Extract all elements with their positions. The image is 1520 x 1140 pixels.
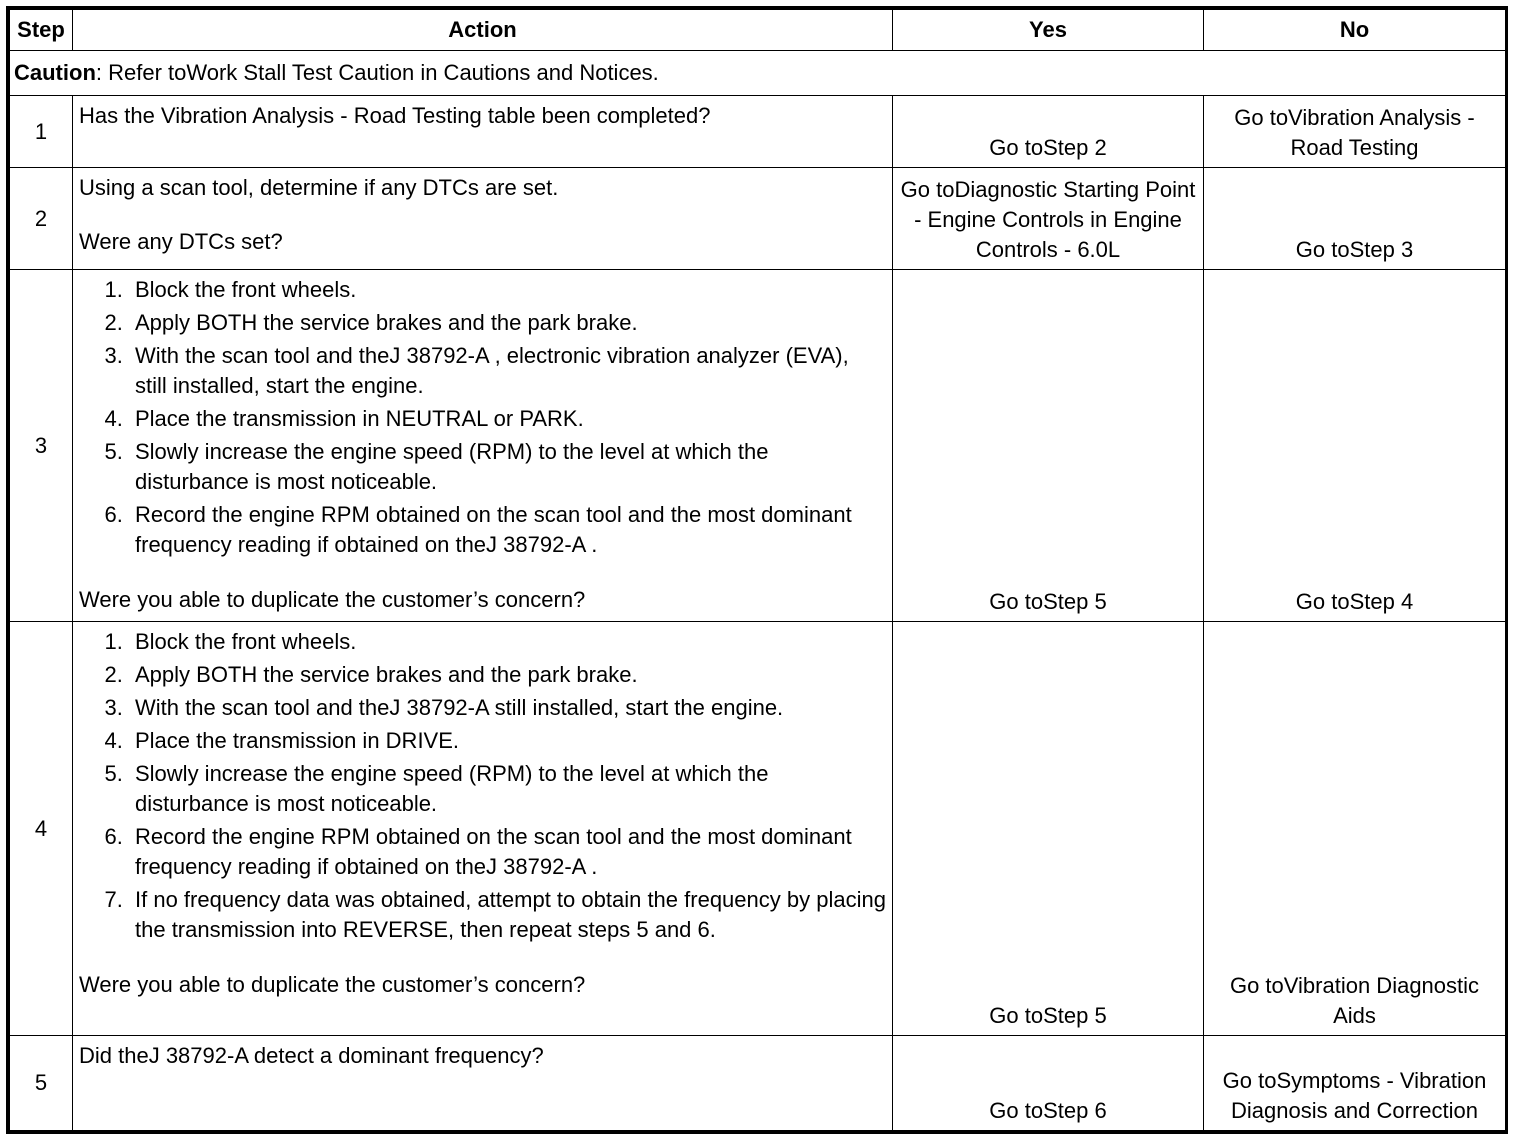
action-question: Has the Vibration Analysis - Road Testing table been completed?	[79, 103, 711, 128]
diagnostic-table	[9, 9, 1506, 1131]
table-row	[10, 1036, 1506, 1131]
no-link[interactable]: Go toVibration Analysis - Road Testing	[1204, 96, 1506, 168]
list-item: 3. With the scan tool and theJ 38792-A still installed, start the engine.	[129, 693, 886, 723]
list-item: 6. Record the engine RPM obtained on the scan tool and the most dominant frequency reading if obtained on theJ 38792-A .	[129, 822, 886, 882]
table-row	[10, 168, 1506, 270]
yes-link[interactable]: Go toStep 6	[893, 1036, 1204, 1131]
step-number: 4	[10, 622, 73, 1036]
action-question: Were you able to duplicate the customer’s concern?	[79, 587, 586, 612]
no-link[interactable]: Go toStep 4	[1204, 270, 1506, 622]
step-number: 2	[10, 168, 73, 270]
list-item: 4. Place the transmission in DRIVE.	[129, 726, 886, 756]
caution-row	[10, 51, 1506, 96]
action-question: Were any DTCs set?	[79, 229, 283, 254]
list-item: 2. Apply BOTH the service brakes and the park brake.	[129, 308, 886, 338]
header-action: Action	[73, 10, 893, 51]
header-no: No	[1204, 10, 1506, 51]
list-item: 4. Place the transmission in NEUTRAL or PARK.	[129, 404, 886, 434]
header-yes: Yes	[893, 10, 1204, 51]
step-4-instructions	[79, 627, 886, 945]
step-number: 1	[10, 96, 73, 168]
list-item: 3. With the scan tool and theJ 38792-A , electronic vibration analyzer (EVA), still installed, start the engine.	[129, 341, 886, 401]
list-item: 5. Slowly increase the engine speed (RPM) to the level at which the disturbance is most noticeable.	[129, 437, 886, 497]
list-item: 7. If no frequency data was obtained, attempt to obtain the frequency by placing the transmission into REVERSE, then repeat steps 5 and 6.	[129, 885, 886, 945]
action-cell	[73, 168, 893, 270]
action-cell	[73, 1036, 893, 1131]
list-item: 1. Block the front wheels.	[129, 275, 886, 305]
action-cell	[73, 270, 893, 622]
caution-cell	[10, 51, 1506, 96]
list-item: 6. Record the engine RPM obtained on the scan tool and the most dominant frequency reading if obtained on theJ 38792-A .	[129, 500, 886, 560]
table-row	[10, 96, 1506, 168]
header-step: Step	[10, 10, 73, 51]
header-row	[10, 10, 1506, 51]
no-link[interactable]: Go toSymptoms - Vibration Diagnosis and Correction	[1204, 1036, 1506, 1131]
table-row	[10, 622, 1506, 1036]
action-cell	[73, 622, 893, 1036]
yes-link[interactable]: Go toStep 2	[893, 96, 1204, 168]
no-link[interactable]: Go toVibration Diagnostic Aids	[1204, 622, 1506, 1036]
step-number: 3	[10, 270, 73, 622]
action-question: Were you able to duplicate the customer’s concern?	[79, 972, 586, 997]
list-item: 5. Slowly increase the engine speed (RPM) to the level at which the disturbance is most noticeable.	[129, 759, 886, 819]
caution-label: Caution	[14, 60, 96, 85]
yes-link[interactable]: Go toDiagnostic Starting Point - Engine Controls in Engine Controls - 6.0L	[893, 168, 1204, 270]
action-question: Did theJ 38792-A detect a dominant frequency?	[79, 1043, 544, 1068]
diagnostic-table-frame	[6, 6, 1508, 1134]
step-3-instructions	[79, 275, 886, 560]
step-number: 5	[10, 1036, 73, 1131]
table-row	[10, 270, 1506, 622]
list-item: 1. Block the front wheels.	[129, 627, 886, 657]
caution-text: : Refer toWork Stall Test Caution in Cautions and Notices.	[95, 60, 659, 85]
action-intro: Using a scan tool, determine if any DTCs are set.	[79, 175, 559, 200]
action-cell	[73, 96, 893, 168]
no-link[interactable]: Go toStep 3	[1204, 168, 1506, 270]
yes-link[interactable]: Go toStep 5	[893, 270, 1204, 622]
list-item: 2. Apply BOTH the service brakes and the park brake.	[129, 660, 886, 690]
yes-link[interactable]: Go toStep 5	[893, 622, 1204, 1036]
